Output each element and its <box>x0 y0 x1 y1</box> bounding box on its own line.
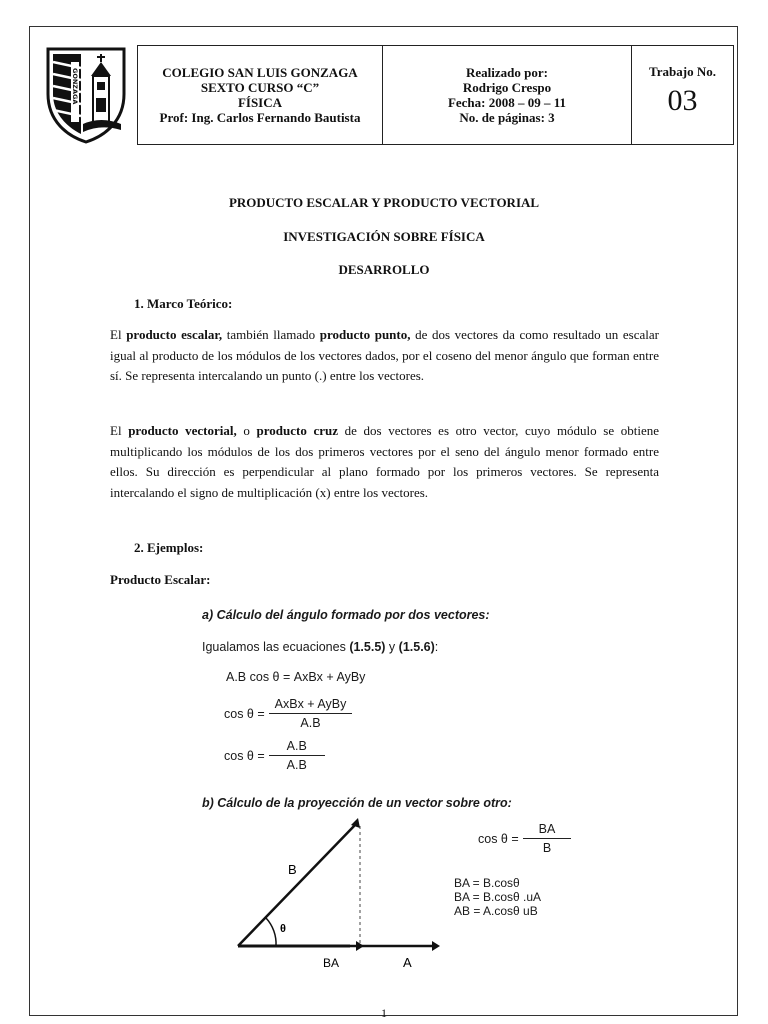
main-title: PRODUCTO ESCALAR Y PRODUCTO VECTORIAL <box>228 195 540 210</box>
lhs: cos θ = <box>224 706 265 721</box>
subsection-heading: Producto Escalar: <box>110 572 211 587</box>
lhs: cos θ = <box>224 748 265 763</box>
vector-b-arrow <box>238 824 356 946</box>
header-table <box>137 45 734 145</box>
text: : <box>434 640 439 654</box>
course: SEXTO CURSO “C” <box>200 80 320 95</box>
equation-4 <box>478 822 571 855</box>
numerator: A.B <box>269 739 325 756</box>
school-name: COLEGIO SAN LUIS GONZAGA <box>162 65 358 80</box>
bold-term: producto punto, <box>319 327 411 342</box>
author-name: Rodrigo Crespo <box>462 80 552 95</box>
work-number-cell <box>632 46 733 144</box>
denominator: A.B <box>286 758 307 772</box>
svg-text:GONZAGA: GONZAGA <box>71 68 79 105</box>
equation-3 <box>224 739 325 772</box>
numerator: BA <box>523 822 572 839</box>
date: Fecha: 2008 – 09 – 11 <box>447 95 567 110</box>
arrowhead <box>432 941 440 951</box>
eq-ref: (1.5.5) <box>349 640 386 654</box>
numerator: AxBx + AyBy <box>269 697 353 714</box>
label-theta: θ <box>280 923 286 935</box>
work-label: Trabajo No. <box>649 64 716 79</box>
bold-term: producto escalar, <box>126 327 223 342</box>
school-crest-icon <box>45 46 127 144</box>
text: El <box>110 423 129 438</box>
equation-6: BA = B.cosθ .uA <box>454 890 542 904</box>
author-info-cell <box>383 46 632 144</box>
section-heading-ejemplos: 2. Ejemplos: <box>134 540 204 555</box>
section-heading-marco: 1. Marco Teórico: <box>134 296 233 311</box>
label-a: A <box>403 955 412 970</box>
text: de dos vectores da como resultado un escalar igual al producto de los módulos de los vectores dados, por el coseno del menor ángulo que forman entre sí. Se representa intercalando un punto (.) entre los vectores. <box>110 327 659 383</box>
text: o <box>236 423 257 438</box>
denominator: A.B <box>300 716 321 730</box>
paragraph-scalar <box>110 325 659 387</box>
text: y <box>385 640 399 654</box>
second-title: INVESTIGACIÓN SOBRE FÍSICA <box>283 229 485 244</box>
equation-7: AB = A.cosθ uB <box>454 904 538 918</box>
text: también llamado <box>222 327 320 342</box>
equations-line <box>202 640 438 654</box>
equation-5: BA = B.cosθ <box>454 876 520 890</box>
denominator: B <box>542 841 552 855</box>
label-b: B <box>288 862 297 877</box>
equation-1: A.B cos θ = AxBx + AyBy <box>226 670 366 684</box>
eq-ref: (1.5.6) <box>398 640 435 654</box>
school-info-cell <box>138 46 383 144</box>
text: El <box>110 327 127 342</box>
subject: FÍSICA <box>237 95 283 110</box>
angle-arc <box>266 918 276 946</box>
third-title: DESARROLLO <box>338 262 430 277</box>
label-ba: BA <box>323 956 340 970</box>
text: Igualamos las ecuaciones <box>202 640 350 654</box>
made-by-label: Realizado por: <box>466 65 548 80</box>
work-number: 03 <box>667 84 698 117</box>
page-count: No. de páginas: 3 <box>459 110 555 125</box>
lhs: cos θ = <box>478 831 519 846</box>
teacher: Prof: Ing. Carlos Fernando Bautista <box>159 110 361 125</box>
caption-a: a) Cálculo del ángulo formado por dos vectores: <box>202 608 490 622</box>
bold-term: producto vectorial, <box>128 423 237 438</box>
equation-2 <box>224 697 352 730</box>
scanned-example-figure <box>196 604 576 984</box>
page-number: 1 <box>381 1006 387 1020</box>
paragraph-vector <box>110 421 659 503</box>
bold-term: producto cruz <box>256 423 339 438</box>
text: de dos vectores es otro vector, cuyo módulo se obtiene multiplicando los módulos de los dos primeros vectores por el seno del ángulo menor formado entre ellos. Su dirección es perpendicular al plano formado por los primeros vectores. Se representa intercalando el signo de multiplicación (x) entre los vectores. <box>110 423 660 500</box>
caption-b: b) Cálculo de la proyección de un vector sobre otro: <box>202 796 512 810</box>
